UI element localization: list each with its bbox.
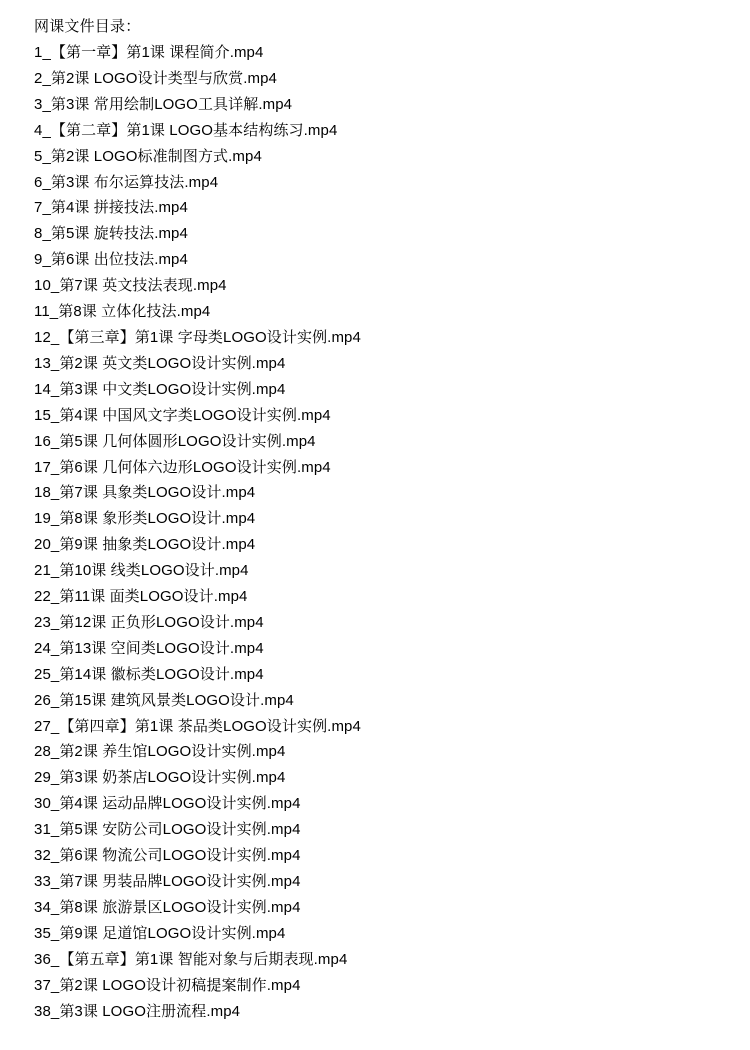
list-item: 31_第5课 安防公司LOGO设计实例.mp4	[34, 821, 301, 839]
list-item: 6_第3课 布尔运算技法.mp4	[34, 173, 219, 191]
list-item: 15_第4课 中国风文字类LOGO设计实例.mp4	[34, 406, 331, 424]
list-item: 13_第2课 英文类LOGO设计实例.mp4	[34, 354, 286, 372]
list-item: 3_第3课 常用绘制LOGO工具详解.mp4	[34, 95, 293, 113]
list-item: 35_第9课 足道馆LOGO设计实例.mp4	[34, 924, 286, 942]
list-item: 10_第7课 英文技法表现.mp4	[34, 277, 227, 295]
list-item: 36_【第五章】第1课 智能对象与后期表现.mp4	[34, 950, 348, 968]
file-list	[34, 40, 750, 1024]
list-item: 4_【第二章】第1课 LOGO基本结构练习.mp4	[34, 121, 338, 139]
list-item: 23_第12课 正负形LOGO设计.mp4	[34, 613, 264, 631]
list-item: 17_第6课 几何体六边形LOGO设计实例.mp4	[34, 458, 331, 476]
list-item: 24_第13课 空间类LOGO设计.mp4	[34, 639, 264, 657]
list-item: 7_第4课 拼接技法.mp4	[34, 199, 188, 217]
list-item: 14_第3课 中文类LOGO设计实例.mp4	[34, 380, 286, 398]
list-item: 5_第2课 LOGO标准制图方式.mp4	[34, 147, 262, 165]
list-item: 9_第6课 出位技法.mp4	[34, 251, 188, 269]
list-item: 33_第7课 男装品牌LOGO设计实例.mp4	[34, 873, 301, 890]
list-item: 38_第3课 LOGO注册流程.mp4	[34, 1002, 241, 1020]
list-item: 1_【第一章】第1课 课程简介.mp4	[34, 44, 264, 61]
list-item: 32_第6课 物流公司LOGO设计实例.mp4	[34, 847, 301, 865]
list-item: 25_第14课 徽标类LOGO设计.mp4	[34, 665, 264, 683]
list-item: 12_【第三章】第1课 字母类LOGO设计实例.mp4	[34, 328, 361, 346]
list-item: 34_第8课 旅游景区LOGO设计实例.mp4	[34, 898, 301, 916]
page-title: 网课文件目录：	[34, 18, 141, 35]
list-item: 11_第8课 立体化技法.mp4	[34, 303, 211, 321]
list-item: 28_第2课 养生馆LOGO设计实例.mp4	[34, 743, 286, 761]
list-item: 16_第5课 几何体圆形LOGO设计实例.mp4	[34, 432, 316, 450]
list-item: 30_第4课 运动品牌LOGO设计实例.mp4	[34, 795, 301, 813]
list-item: 18_第7课 具象类LOGO设计.mp4	[34, 484, 256, 502]
list-item: 26_第15课 建筑风景类LOGO设计.mp4	[34, 691, 294, 709]
list-item: 2_第2课 LOGO设计类型与欣赏.mp4	[34, 69, 277, 87]
list-item: 8_第5课 旋转技法.mp4	[34, 225, 188, 243]
list-item: 29_第3课 奶茶店LOGO设计实例.mp4	[34, 769, 286, 787]
list-item: 22_第11课 面类LOGO设计.mp4	[34, 588, 248, 606]
list-item: 19_第8课 象形类LOGO设计.mp4	[34, 510, 256, 528]
list-item: 37_第2课 LOGO设计初稿提案制作.mp4	[34, 976, 301, 994]
list-item: 21_第10课 线类LOGO设计.mp4	[34, 562, 249, 580]
list-item: 20_第9课 抽象类LOGO设计.mp4	[34, 536, 256, 554]
list-item: 27_【第四章】第1课 茶品类LOGO设计实例.mp4	[34, 717, 361, 735]
